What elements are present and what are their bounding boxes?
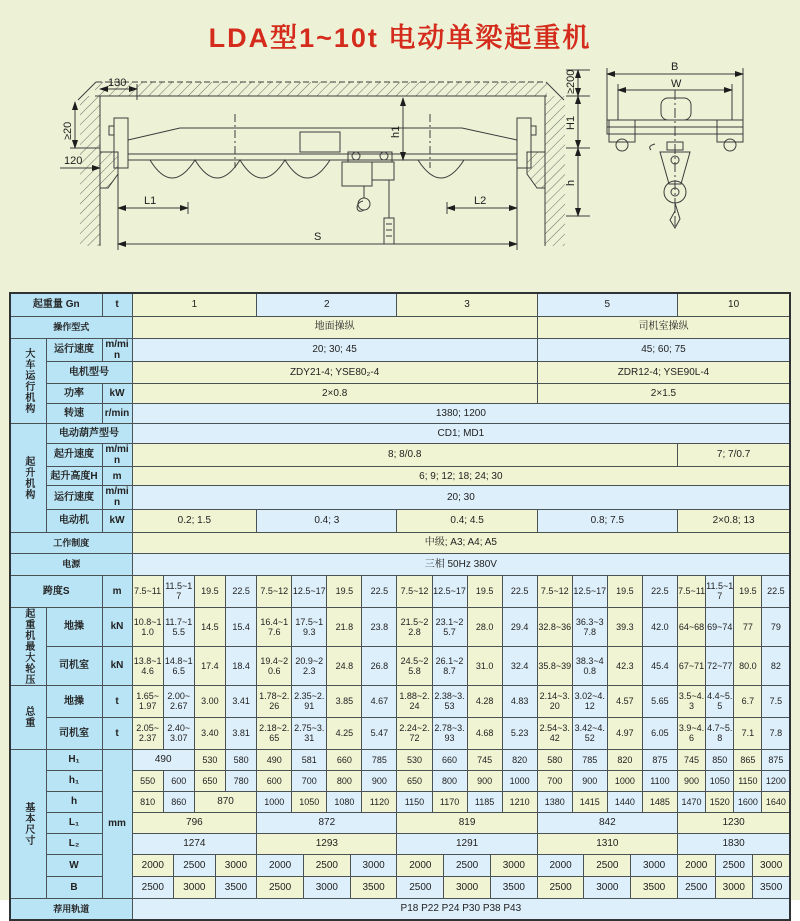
value-cell: ZDR12-4; YSE90L-4	[537, 361, 790, 383]
value-cell: 12.5~17	[432, 575, 467, 607]
value-cell: 12.5~17	[572, 575, 607, 607]
value-cell: 3.9~4.6	[677, 717, 705, 749]
value-cell: 1415	[572, 791, 607, 812]
value-cell: 28.0	[467, 607, 502, 646]
value-cell: 1150	[397, 791, 432, 812]
value-cell: 4.7~5.8	[706, 717, 734, 749]
value-cell: 38.3~40.8	[572, 646, 607, 685]
value-cell: 3.40	[194, 717, 225, 749]
value-cell: 2.54~3.42	[537, 717, 572, 749]
row-label: t	[102, 717, 132, 749]
value-cell: 850	[706, 749, 734, 770]
value-cell: 7.5~12	[257, 575, 292, 607]
value-cell: 11.7~15.5	[163, 607, 194, 646]
value-cell: 22.5	[226, 575, 257, 607]
value-cell: 1293	[257, 833, 397, 854]
row-label: m/min	[102, 486, 132, 509]
value-cell: 16.4~17.6	[257, 607, 292, 646]
value-cell: 2.78~3.93	[432, 717, 467, 749]
value-cell: 4.97	[607, 717, 642, 749]
value-cell: 10.8~11.0	[132, 607, 163, 646]
value-cell: 820	[502, 749, 537, 770]
value-cell: 490	[257, 749, 292, 770]
value-cell: 82	[762, 646, 790, 685]
value-cell: 4.57	[607, 685, 642, 717]
value-cell: 17.4	[194, 646, 225, 685]
value-cell: 660	[432, 749, 467, 770]
value-cell: 3000	[215, 854, 257, 876]
value-cell: 785	[362, 749, 397, 770]
value-cell: 2500	[584, 854, 631, 876]
value-cell: 3	[397, 293, 537, 316]
value-cell: 80.0	[734, 646, 762, 685]
value-cell: 820	[607, 749, 642, 770]
value-cell: 20; 30; 45	[132, 338, 537, 361]
value-cell: 22.5	[502, 575, 537, 607]
value-cell: 870	[194, 791, 256, 812]
value-cell: 42.3	[607, 646, 642, 685]
value-cell: 1000	[607, 770, 642, 791]
row-label: B	[46, 876, 102, 898]
value-cell: 580	[226, 749, 257, 770]
value-cell: 7.5	[762, 685, 790, 717]
value-cell: 650	[194, 770, 225, 791]
value-cell: 2000	[132, 854, 174, 876]
value-cell: 77	[734, 607, 762, 646]
value-cell: 2.18~2.65	[257, 717, 292, 749]
value-cell: 23.8	[362, 607, 397, 646]
row-label: 地操	[46, 685, 102, 717]
dim-ge200-label: ≥200	[565, 69, 577, 94]
value-cell: 6; 9; 12; 18; 24; 30	[132, 467, 790, 486]
value-cell: 842	[537, 812, 677, 833]
value-cell: 36.3~37.8	[572, 607, 607, 646]
row-label: 电动葫芦型号	[46, 423, 132, 443]
value-cell: 24.8	[327, 646, 362, 685]
value-cell: 2.75~3.31	[292, 717, 327, 749]
row-label: 工作制度	[10, 532, 132, 553]
value-cell: 2.14~3.20	[537, 685, 572, 717]
value-cell: 1120	[362, 791, 397, 812]
value-cell: 三相 50Hz 380V	[132, 553, 790, 575]
value-cell: 7.5~12	[397, 575, 432, 607]
value-cell: 20; 30	[132, 486, 790, 509]
value-cell: 600	[163, 770, 194, 791]
value-cell: 4.4~5.5	[706, 685, 734, 717]
value-cell: 4.83	[502, 685, 537, 717]
value-cell: 2000	[397, 854, 444, 876]
value-cell: 810	[132, 791, 163, 812]
value-cell: 2.40~3.07	[163, 717, 194, 749]
row-label: m	[102, 575, 132, 607]
value-cell: 1380	[537, 791, 572, 812]
value-cell: 3000	[350, 854, 397, 876]
value-cell: 1291	[397, 833, 537, 854]
value-cell: 4.67	[362, 685, 397, 717]
value-cell: 2.05~2.37	[132, 717, 163, 749]
value-cell: 1230	[677, 812, 790, 833]
value-cell: 4.68	[467, 717, 502, 749]
value-cell: 3500	[631, 876, 678, 898]
row-label: r/min	[102, 403, 132, 423]
value-cell: 875	[642, 749, 677, 770]
value-cell: 2000	[677, 854, 715, 876]
value-cell: 10	[677, 293, 790, 316]
value-cell: 1640	[762, 791, 790, 812]
value-cell: 745	[677, 749, 705, 770]
value-cell: 12.5~17	[292, 575, 327, 607]
value-cell: 2500	[715, 854, 753, 876]
value-cell: 17.5~19.3	[292, 607, 327, 646]
row-label: 操作型式	[10, 316, 132, 338]
row-label: m	[102, 467, 132, 486]
value-cell: 3.81	[226, 717, 257, 749]
value-cell: 1050	[292, 791, 327, 812]
section-label: 总重	[10, 685, 46, 749]
value-cell: 550	[132, 770, 163, 791]
row-label: 起升速度	[46, 443, 102, 466]
value-cell: 3500	[490, 876, 537, 898]
row-label: 功率	[46, 383, 102, 403]
value-cell: 700	[537, 770, 572, 791]
value-cell: 42.0	[642, 607, 677, 646]
value-cell: 32.4	[502, 646, 537, 685]
row-label: 运行速度	[46, 338, 102, 361]
crane-front-view	[60, 82, 565, 250]
value-cell: 19.5	[734, 575, 762, 607]
section-label: 起升机构	[10, 423, 46, 532]
value-cell: 900	[677, 770, 705, 791]
value-cell: 26.8	[362, 646, 397, 685]
value-cell: 2500	[257, 876, 304, 898]
dim-l2-label: L2	[474, 195, 487, 207]
value-cell: 11.5~17	[706, 575, 734, 607]
value-cell: 72~77	[706, 646, 734, 685]
value-cell: 中级; A3; A4; A5	[132, 532, 790, 553]
value-cell: 3000	[444, 876, 491, 898]
value-cell: 2000	[257, 854, 304, 876]
value-cell: 3000	[715, 876, 753, 898]
value-cell: 1485	[642, 791, 677, 812]
row-label: 司机室	[46, 646, 102, 685]
value-cell: 3000	[753, 854, 791, 876]
dim-s-label: S	[314, 231, 322, 243]
value-cell: 31.0	[467, 646, 502, 685]
value-cell: 3.00	[194, 685, 225, 717]
row-label: H₁	[46, 749, 102, 770]
row-label: kW	[102, 509, 132, 532]
value-cell: 67~71	[677, 646, 705, 685]
value-cell: 3500	[753, 876, 791, 898]
value-cell: 3000	[303, 876, 350, 898]
value-cell: 580	[537, 749, 572, 770]
value-cell: 1830	[677, 833, 790, 854]
value-cell: ZDY21-4; YSE80₂-4	[132, 361, 537, 383]
value-cell: 39.3	[607, 607, 642, 646]
value-cell: 5.23	[502, 717, 537, 749]
value-cell: 3500	[215, 876, 257, 898]
value-cell: 7.8	[762, 717, 790, 749]
value-cell: 1150	[734, 770, 762, 791]
value-cell: 69~74	[706, 607, 734, 646]
value-cell: 19.5	[607, 575, 642, 607]
value-cell: 地面操纵	[132, 316, 537, 338]
value-cell: 3000	[490, 854, 537, 876]
dim-b-label: B	[671, 61, 679, 73]
value-cell: 3500	[350, 876, 397, 898]
value-cell: 0.2; 1.5	[132, 509, 257, 532]
row-label: t	[102, 293, 132, 316]
value-cell: 2.35~2.91	[292, 685, 327, 717]
value-cell: 2500	[174, 854, 216, 876]
value-cell: 2500	[444, 854, 491, 876]
value-cell: 600	[257, 770, 292, 791]
value-cell: 2500	[303, 854, 350, 876]
value-cell: 800	[432, 770, 467, 791]
value-cell: 796	[132, 812, 257, 833]
value-cell: 29.4	[502, 607, 537, 646]
section-label: 基本尺寸	[10, 749, 46, 898]
value-cell: CD1; MD1	[132, 423, 790, 443]
value-cell: 19.5	[194, 575, 225, 607]
value-cell: 2500	[537, 876, 584, 898]
value-cell: 3000	[174, 876, 216, 898]
value-cell: 2500	[677, 876, 715, 898]
value-cell: 3.02~4.12	[572, 685, 607, 717]
value-cell: 3000	[584, 876, 631, 898]
row-label: 地操	[46, 607, 102, 646]
section-label: 大车运行机构	[10, 338, 46, 423]
value-cell: 900	[572, 770, 607, 791]
value-cell: 530	[194, 749, 225, 770]
value-cell: 司机室操纵	[537, 316, 790, 338]
value-cell: 32.8~36	[537, 607, 572, 646]
value-cell: 19.5	[327, 575, 362, 607]
value-cell: 490	[132, 749, 194, 770]
row-label: 电动机	[46, 509, 102, 532]
page-title: LDA型1~10t 电动单梁起重机	[208, 23, 592, 53]
value-cell: 7.1	[734, 717, 762, 749]
value-cell: 1310	[537, 833, 677, 854]
row-label: t	[102, 685, 132, 717]
row-label: kN	[102, 646, 132, 685]
value-cell: 3.42~4.52	[572, 717, 607, 749]
value-cell: 14.5	[194, 607, 225, 646]
value-cell: 2	[257, 293, 397, 316]
dim-l1-label: L1	[144, 195, 157, 207]
row-label: 电机型号	[46, 361, 132, 383]
value-cell: 3.5~4.3	[677, 685, 705, 717]
value-cell: 22.5	[642, 575, 677, 607]
value-cell: 1.78~2.26	[257, 685, 292, 717]
value-cell: 1.65~1.97	[132, 685, 163, 717]
value-cell: 2×0.8; 13	[677, 509, 790, 532]
value-cell: 21.8	[327, 607, 362, 646]
value-cell: 1100	[642, 770, 677, 791]
value-cell: 780	[226, 770, 257, 791]
row-label: W	[46, 854, 102, 876]
value-cell: 745	[467, 749, 502, 770]
dim-130-label: 130	[108, 77, 127, 89]
value-cell: P18 P22 P24 P30 P38 P43	[132, 898, 790, 920]
value-cell: 6.7	[734, 685, 762, 717]
dim-H1-label: H1	[565, 115, 577, 130]
dim-w-label: W	[671, 78, 682, 90]
value-cell: 2.00~2.67	[163, 685, 194, 717]
row-label: 荐用轨道	[10, 898, 132, 920]
value-cell: 1000	[502, 770, 537, 791]
value-cell: 660	[327, 749, 362, 770]
value-cell: 1200	[762, 770, 790, 791]
row-label: h	[46, 791, 102, 812]
value-cell: 64~68	[677, 607, 705, 646]
value-cell: 7; 7/0.7	[677, 443, 790, 466]
row-label: 运行速度	[46, 486, 102, 509]
value-cell: 2.38~3.53	[432, 685, 467, 717]
value-cell: 26.1~28.7	[432, 646, 467, 685]
value-cell: 20.9~22.3	[292, 646, 327, 685]
value-cell: 8; 8/0.8	[132, 443, 677, 466]
value-cell: 875	[762, 749, 790, 770]
value-cell: 1080	[327, 791, 362, 812]
value-cell: 18.4	[226, 646, 257, 685]
row-label: 跨度S	[10, 575, 102, 607]
value-cell: 22.5	[362, 575, 397, 607]
value-cell: 45; 60; 75	[537, 338, 790, 361]
spec-table-wrap	[9, 292, 791, 921]
value-cell: 15.4	[226, 607, 257, 646]
value-cell: 900	[467, 770, 502, 791]
value-cell: 785	[572, 749, 607, 770]
value-cell: 1	[132, 293, 257, 316]
value-cell: 860	[163, 791, 194, 812]
value-cell: 5.65	[642, 685, 677, 717]
value-cell: 1170	[432, 791, 467, 812]
value-cell: 865	[734, 749, 762, 770]
value-cell: 1185	[467, 791, 502, 812]
dim-ge20-label: ≥20	[62, 121, 74, 140]
value-cell: 2×1.5	[537, 383, 790, 403]
value-cell: 23.1~25.7	[432, 607, 467, 646]
value-cell: 2500	[397, 876, 444, 898]
value-cell: 2.24~2.72	[397, 717, 432, 749]
dim-120-label: 120	[64, 155, 83, 167]
row-label: L₁	[46, 812, 102, 833]
value-cell: 0.4; 4.5	[397, 509, 537, 532]
row-label: 起重量 Gn	[10, 293, 102, 316]
row-label: 电源	[10, 553, 132, 575]
dim-h-label: h	[565, 179, 577, 186]
value-cell: 872	[257, 812, 397, 833]
row-label: 司机室	[46, 717, 102, 749]
row-label: 起升高度H	[46, 467, 102, 486]
row-label: m/min	[102, 443, 132, 466]
value-cell: 819	[397, 812, 537, 833]
row-label: mm	[102, 749, 132, 898]
value-cell: 2000	[537, 854, 584, 876]
value-cell: 13.8~14.6	[132, 646, 163, 685]
value-cell: 35.8~39	[537, 646, 572, 685]
row-label: kN	[102, 607, 132, 646]
value-cell: 4.28	[467, 685, 502, 717]
row-label: L₂	[46, 833, 102, 854]
value-cell: 7.5~11	[132, 575, 163, 607]
value-cell: 7.5~12	[537, 575, 572, 607]
value-cell: 4.25	[327, 717, 362, 749]
value-cell: 14.8~16.5	[163, 646, 194, 685]
value-cell: 22.5	[762, 575, 790, 607]
row-label: 转速	[46, 403, 102, 423]
value-cell: 1210	[502, 791, 537, 812]
value-cell: 7.5~11	[677, 575, 705, 607]
spec-table	[9, 292, 791, 921]
value-cell: 19.4~20.6	[257, 646, 292, 685]
value-cell: 24.5~25.8	[397, 646, 432, 685]
technical-drawing	[0, 56, 800, 291]
value-cell: 1470	[677, 791, 705, 812]
value-cell: 530	[397, 749, 432, 770]
value-cell: 1000	[257, 791, 292, 812]
value-cell: 1520	[706, 791, 734, 812]
row-label: kW	[102, 383, 132, 403]
value-cell: 79	[762, 607, 790, 646]
dim-h1-label: h1	[390, 125, 402, 138]
value-cell: 3.85	[327, 685, 362, 717]
row-label: m/min	[102, 338, 132, 361]
value-cell: 2×0.8	[132, 383, 537, 403]
value-cell: 700	[292, 770, 327, 791]
value-cell: 5	[537, 293, 677, 316]
row-label: h₁	[46, 770, 102, 791]
value-cell: 2500	[132, 876, 174, 898]
value-cell: 581	[292, 749, 327, 770]
value-cell: 1440	[607, 791, 642, 812]
value-cell: 0.4; 3	[257, 509, 397, 532]
value-cell: 650	[397, 770, 432, 791]
value-cell: 11.5~17	[163, 575, 194, 607]
value-cell: 900	[362, 770, 397, 791]
value-cell: 800	[327, 770, 362, 791]
section-label: 起重机最大轮压	[10, 607, 46, 685]
value-cell: 1050	[706, 770, 734, 791]
value-cell: 0.8; 7.5	[537, 509, 677, 532]
crane-side-view	[607, 68, 743, 228]
value-cell: 5.47	[362, 717, 397, 749]
value-cell: 1.88~2.24	[397, 685, 432, 717]
value-cell: 6.05	[642, 717, 677, 749]
crane-drawing-svg	[0, 56, 800, 291]
value-cell: 3.41	[226, 685, 257, 717]
value-cell: 45.4	[642, 646, 677, 685]
value-cell: 21.5~22.8	[397, 607, 432, 646]
value-cell: 19.5	[467, 575, 502, 607]
value-cell: 1274	[132, 833, 257, 854]
value-cell: 1600	[734, 791, 762, 812]
value-cell: 3000	[631, 854, 678, 876]
value-cell: 1380; 1200	[132, 403, 790, 423]
